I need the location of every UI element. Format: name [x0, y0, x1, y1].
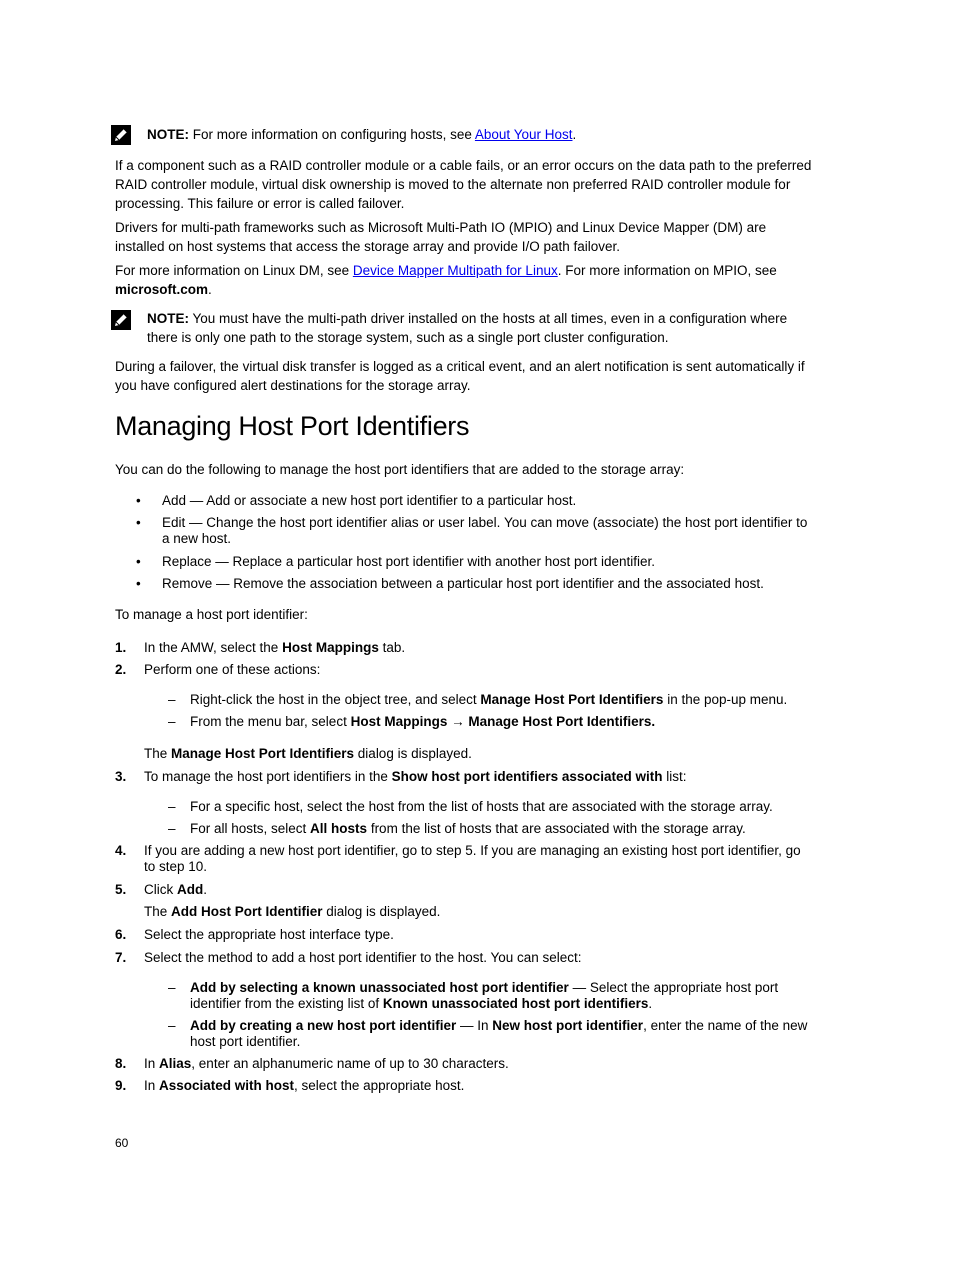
page-number: 60	[115, 1136, 129, 1150]
note-about-hosts: NOTE: For more information on configuring hosts, see About Your Host.	[147, 127, 577, 142]
failover-event-paragraph: During a failover, the virtual disk transfer is logged as a critical event, and an alert notification is sent automatically if you have configured alert destinations for the storage array.	[115, 359, 805, 393]
note-label: NOTE:	[147, 127, 189, 142]
step-7: Select the method to add a host port identifier to the host. You can select:	[144, 950, 582, 965]
dash-marker: –	[168, 1018, 176, 1033]
dash-marker: –	[168, 692, 176, 707]
step-2-option-menu-bar: From the menu bar, select Host Mappings → Manage Host Port Identifiers.	[190, 714, 656, 729]
step-number: 3.	[115, 769, 127, 784]
step-3-option-specific-host: For a specific host, select the host from the list of hosts that are associated with the storage array.	[190, 799, 773, 814]
step-number: 6.	[115, 927, 127, 942]
bullet-replace: Replace — Replace a particular host port identifier with another host port identifier.	[162, 554, 656, 569]
bullet-marker: •	[136, 554, 141, 569]
step-6: Select the appropriate host interface type.	[144, 927, 394, 942]
step-2-option-right-click: Right-click the host in the object tree, and select Manage Host Port Identifiers in the pop-up menu.	[190, 692, 788, 707]
step-9: In Associated with host, select the appropriate host.	[144, 1078, 465, 1093]
device-mapper-link[interactable]: Device Mapper Multipath for Linux	[352, 263, 558, 278]
step-number: 5.	[115, 882, 127, 897]
step-number: 1.	[115, 640, 127, 655]
pencil-note-icon	[111, 125, 131, 145]
bullet-marker: •	[136, 576, 141, 591]
step-2: Perform one of these actions:	[144, 662, 321, 677]
step-5: Click Add.	[144, 882, 208, 897]
step-1: In the AMW, select the Host Mappings tab.	[144, 640, 406, 655]
step-3: To manage the host port identifiers in the Show host port identifiers associated with list:	[144, 769, 687, 784]
bullet-marker: •	[136, 493, 141, 508]
bullet-add: Add — Add or associate a new host port identifier to a particular host.	[162, 493, 577, 508]
section-heading: Managing Host Port Identifiers	[115, 411, 470, 441]
dash-marker: –	[168, 821, 176, 836]
step-5-result: The Add Host Port Identifier dialog is displayed.	[144, 904, 441, 919]
bullet-edit: Edit — Change the host port identifier alias or user label. You can move (associate) the host port identifier to a new host.	[162, 515, 808, 546]
step-number: 7.	[115, 950, 127, 965]
step-3-option-all-hosts: For all hosts, select All hosts from the list of hosts that are associated with the storage array.	[190, 821, 746, 836]
step-number: 8.	[115, 1056, 127, 1071]
note-multipath-driver: NOTE: You must have the multi-path driver installed on the hosts at all times, even in a configuration where there is only one path to the storage system, such as a single port cluster configuration.	[147, 311, 788, 345]
intro-paragraph: You can do the following to manage the host port identifiers that are added to the storage array:	[115, 462, 685, 477]
step-7-option-new: Add by creating a new host port identifier — In New host port identifier, enter the name of the new host port identifier.	[190, 1018, 808, 1049]
to-manage-paragraph: To manage a host port identifier:	[115, 607, 308, 622]
dash-marker: –	[168, 980, 176, 995]
step-number: 9.	[115, 1078, 127, 1093]
bullet-remove: Remove — Remove the association between a particular host port identifier and the associated host.	[162, 576, 764, 591]
drivers-paragraph: Drivers for multi-path frameworks such as Microsoft Multi-Path IO (MPIO) and Linux Device Mapper (DM) are installed on host systems that access the storage array and provide I/O path failover.	[115, 220, 767, 254]
note-label: NOTE:	[147, 311, 189, 326]
step-4: If you are adding a new host port identifier, go to step 5. If you are managing an existing host port identifier, go to step 10.	[144, 843, 801, 874]
bullet-marker: •	[136, 515, 141, 530]
dash-marker: –	[168, 714, 176, 729]
step-2-result: The Manage Host Port Identifiers dialog is displayed.	[144, 746, 472, 761]
step-number: 2.	[115, 662, 127, 677]
more-info-paragraph: For more information on Linux DM, see Device Mapper Multipath for Linux. For more information on MPIO, see microsoft.com.	[115, 263, 777, 297]
failover-paragraph: If a component such as a RAID controller module or a cable fails, or an error occurs on the data path to the preferred RAID controller module, virtual disk ownership is moved to the alternate non preferred RAID controller module for processing. This failure or error is called failover.	[115, 158, 812, 211]
step-number: 4.	[115, 843, 127, 858]
step-8: In Alias, enter an alphanumeric name of up to 30 characters.	[144, 1056, 509, 1071]
dash-marker: –	[168, 799, 176, 814]
pencil-note-icon	[111, 310, 131, 330]
step-7-option-known: Add by selecting a known unassociated host port identifier — Select the appropriate host port identifier from the existing list of Known unassociated host port identifiers.	[190, 980, 779, 1011]
about-your-host-link[interactable]: About Your Host	[474, 127, 573, 142]
